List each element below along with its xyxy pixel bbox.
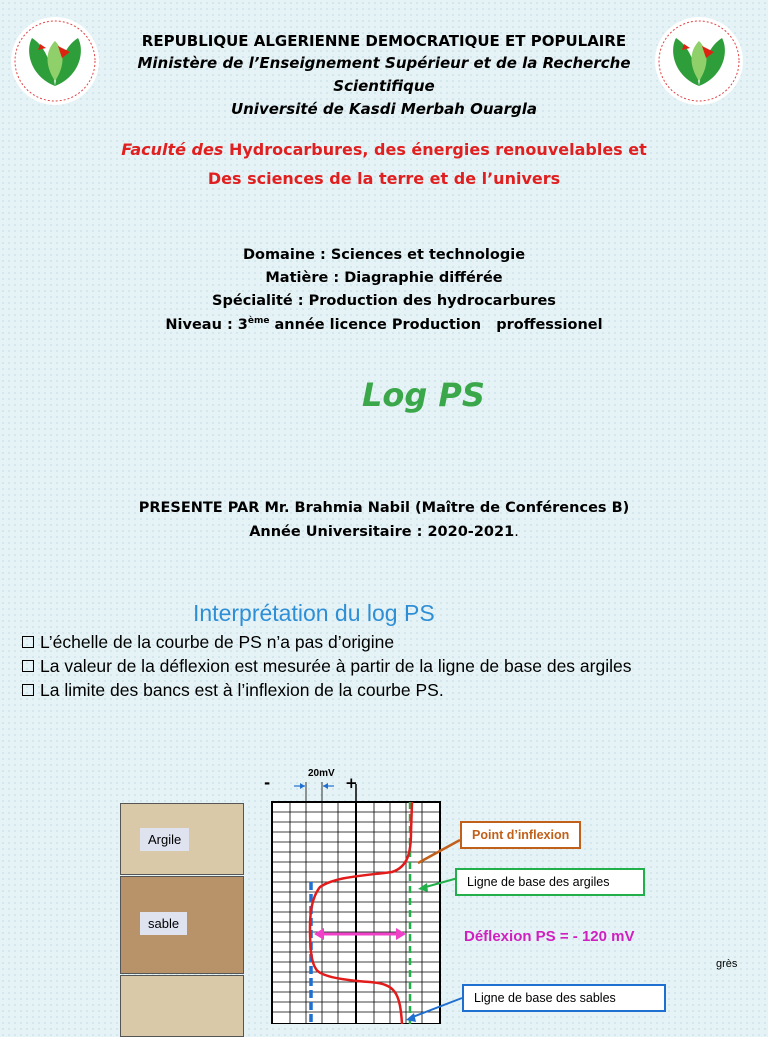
faculty-line-1-rest: Hydrocarbures, des énergies renouvelables et <box>223 140 647 159</box>
checkbox-icon <box>22 636 34 648</box>
faculty-line-1-italic: Faculté des <box>121 140 224 159</box>
presenter: PRESENTE PAR Mr. Brahmia Nabil (Maître de Conférences B) <box>138 500 630 516</box>
leader-argiles-arrowhead <box>418 883 428 892</box>
university-name: Université de Kasdi Merbah Ouargla <box>230 100 538 118</box>
callout-baseline-sables: Ligne de base des sables <box>462 984 666 1012</box>
lith-label-argile: Argile <box>140 828 189 851</box>
academic-year-text: Année Universitaire : 2020-2021 <box>249 524 515 540</box>
leader-argiles <box>422 878 458 888</box>
bullet-1-text: L’échelle de la courbe de PS n’a pas d’origine <box>40 632 395 652</box>
bullet-3-text: La limite des bancs est à l’inflexion de la courbe PS. <box>40 680 444 700</box>
leader-inflexion <box>418 840 460 863</box>
republic-title: REPUBLIQUE ALGERIENNE DEMOCRATIQUE ET POPULAIRE <box>141 32 627 50</box>
checkbox-icon <box>22 684 34 696</box>
academic-year-suffix: . <box>514 524 519 540</box>
bullet-1 <box>22 632 394 653</box>
scale-label: 20mV <box>308 768 335 779</box>
niveau <box>0 316 768 333</box>
checkbox-icon <box>22 660 34 672</box>
gres-label: grès <box>716 958 738 970</box>
leader-sables-arrowhead <box>406 1013 416 1022</box>
deflexion-label: Déflexion PS = - 120 mV <box>464 928 635 945</box>
scale-plus: + <box>345 774 358 792</box>
leader-sables <box>410 998 462 1018</box>
niveau-rest: année licence Production proffessionel <box>269 316 603 333</box>
callout-point-inflexion: Point d’inflexion <box>460 821 581 849</box>
matiere: Matière : Diagraphie différée <box>265 270 503 286</box>
academic-year <box>0 524 768 540</box>
niveau-sup: ème <box>247 316 270 326</box>
bullet-2 <box>22 656 631 677</box>
callout-baseline-argiles: Ligne de base des argiles <box>455 868 645 896</box>
faculty-line-2: Des sciences de la terre et de l’univers <box>207 169 561 188</box>
page-title: Log PS <box>362 376 485 414</box>
ministry-line-cont: Scientifique <box>333 77 435 95</box>
bullet-2-text: La valeur de la déflexion est mesurée à partir de la ligne de base des argiles <box>40 656 632 676</box>
specialite: Spécialité : Production des hydrocarbures <box>212 293 556 309</box>
niveau-prefix: Niveau : 3 <box>165 316 248 333</box>
ministry-line: Ministère de l’Enseignement Supérieur et de la Recherche <box>137 54 631 72</box>
scale-arrows <box>294 783 334 789</box>
faculty-line-1 <box>0 140 768 159</box>
bullet-3 <box>22 680 444 701</box>
scale-minus: - <box>264 774 271 792</box>
lith-label-sable: sable <box>140 912 187 935</box>
domaine: Domaine : Sciences et technologie <box>242 247 526 263</box>
section-title: Interprétation du log PS <box>193 600 435 626</box>
lith-argile-block-lower <box>120 975 244 1037</box>
